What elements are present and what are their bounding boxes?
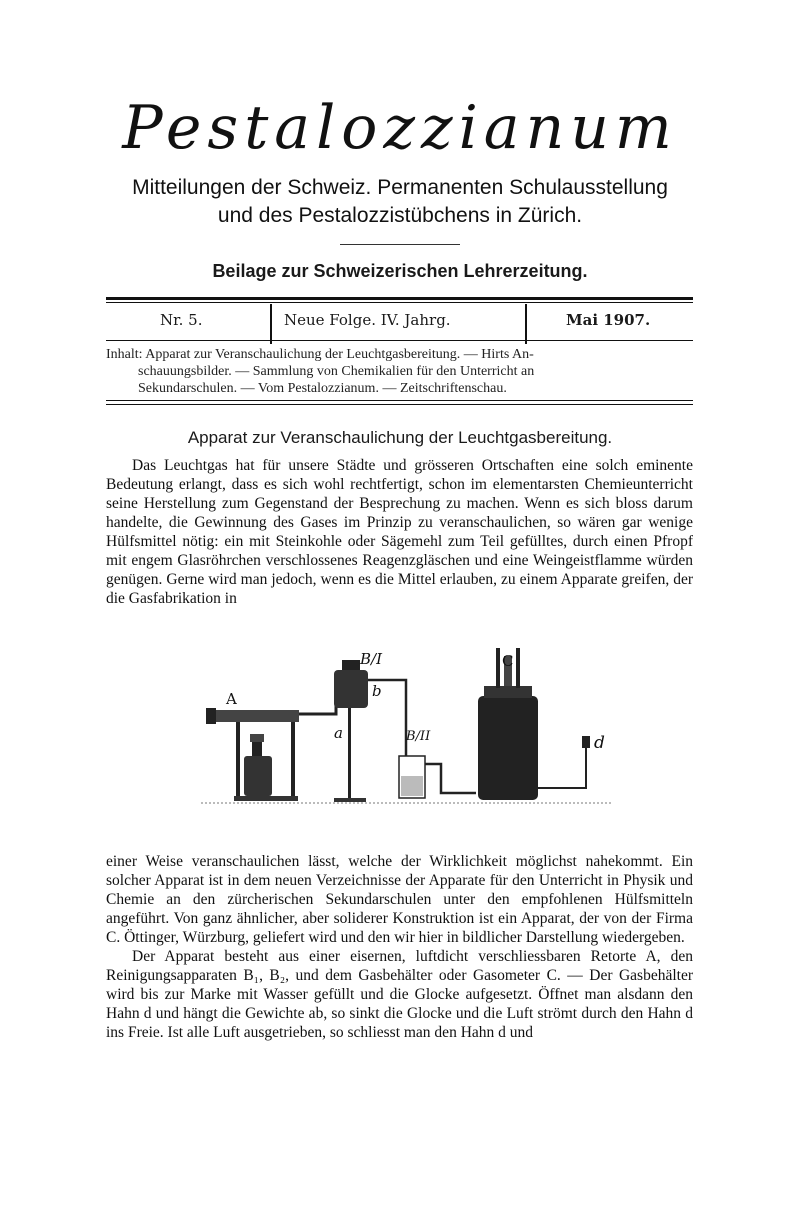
contents-line: Sekundarschulen. — Vom Pestalozzianum. — Zeitschriftenschau. [138,381,507,396]
issue-series: Neue Folge. IV. Jahrg. [284,311,451,329]
issue-bar-bottom-rule [106,340,693,341]
masthead-title: Pestalozzianum [122,93,678,163]
contents-line: Inhalt: Apparat zur Veranschaulichung der Leuchtgasbereitung. — Hirts An- [106,347,534,362]
issue-number: Nr. 5. [160,311,203,329]
figure-label-c: C [502,652,514,670]
apparatus-illustration [196,638,616,810]
figure-label-b2: B/II [406,729,431,744]
paragraph-text: Das Leuchtgas hat für unsere Städte und grösseren Ortschaften eine solch eminente Bedeutung erlangt, dass es sich wohl rechtfertigt, schon im elementarsten Chemieunterricht seine Herstellung zum Gegenstand der Besprechung zu machen. Wenn es sich bloss darum handelte, die Gewinnung des Gases im Prinzip zu veranschaulichen, so wären gar wenige Hülfsmittel nötig: ein mit Steinkohle oder Sägemehl zum Teil gefülltes, durch einen Pfropf mit engem Glasröhrchen verschlossenes Reagenzgläschen und eine Weingeistflamme würden genügen. Gerne wird man jedoch, wenn es die Mittel erlauben, zu einem Apparate greifen, der die Gasfabrikation in [106,457,693,607]
contents-rule-1 [106,400,693,401]
issue-separator-1 [270,304,272,344]
contents-line: schauungsbilder. — Sammlung von Chemikalien für den Unterricht an [138,364,535,379]
masthead-subtitle-line2: und des Pestalozzistübchens in Zürich. [217,204,583,227]
figure-label-tube-b: b [372,682,382,700]
paragraph-text: einer Weise veranschaulichen lässt, welche der Wirklichkeit möglichst nahekommt. Ein solcher Apparat ist in dem neuen Verzeichnisse der Apparate für den Unterricht in Physik und Chemie an den zürcherischen Sekundarschulen unter den empfohlenen Hülfsmitteln angeführt. Von ganz ähnlicher, aber soliderer Konstruktion ist ein Apparat, der von der Firma C. Öttinger, Würzburg, geliefert wird und den wir hier in bildlicher Darstellung wiedergeben. [106,853,693,946]
issue-bar-top-rule [106,297,693,300]
supplement-line: Beilage zur Schweizerischen Lehrerzeitung. [212,261,588,281]
masthead-subtitle-line1: Mitteilungen der Schweiz. Permanenten Schulausstellung [132,176,668,199]
figure-label-b1: B/I [360,650,383,668]
ornamental-divider [340,244,460,245]
article-continuation [106,852,693,1042]
contents-rule-2 [106,404,693,405]
issue-date: Mai 1907. [566,311,651,329]
figure-label-stand-a: a [334,724,343,742]
contents-block [106,346,693,397]
figure-label-a: A [226,690,237,708]
article-title: Apparat zur Veranschaulichung der Leuchtgasbereitung. [187,428,613,447]
issue-separator-2 [525,304,527,344]
paragraph-text: Der Apparat besteht aus einer eisernen, luftdicht verschliessbaren Retorte A, den Reinigungsapparaten B₁, B₂, und dem Gasbehälter oder Gasometer C. — Der Gasbehälter wird bis zur Marke mit Wasser gefüllt und die Glocke aufgesetzt. Öffnet man alsdann den Hahn d und hängt die Gewichte ab, so sinkt die Glocke und die Luft strömt durch den Hahn d ins Freie. Ist alle Luft ausgetrieben, so schliesst man den Hahn d und [106,948,693,1041]
issue-bar-top-thin-rule [106,302,693,303]
figure-label-d: d [594,733,605,753]
article-paragraph [106,456,693,634]
